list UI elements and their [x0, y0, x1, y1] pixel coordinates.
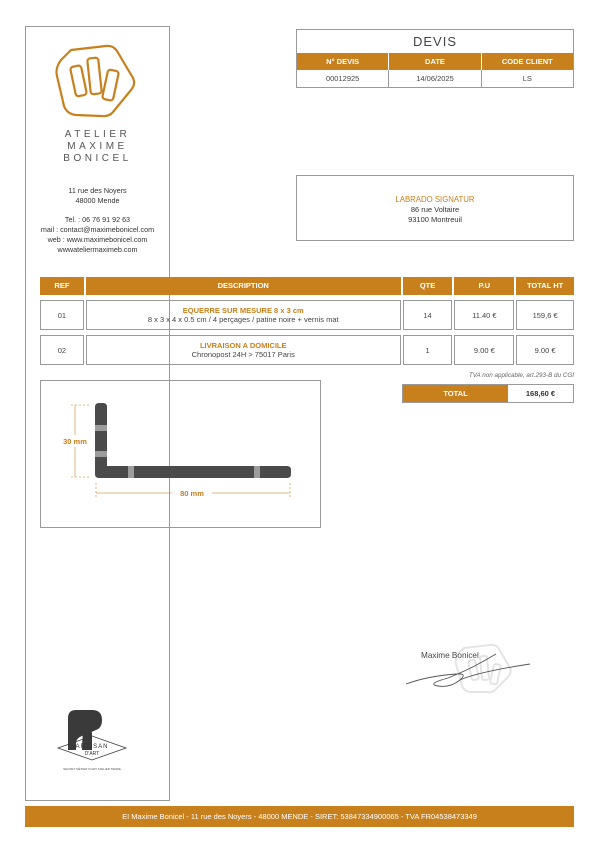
total-value: 168,60 € — [525, 389, 556, 398]
total-row — [402, 384, 574, 403]
row-title: LIVRAISON A DOMICILE — [199, 341, 287, 350]
devis-header-table — [296, 29, 574, 88]
client-address-box — [296, 175, 574, 241]
artisan-dart-seal-icon — [52, 706, 142, 774]
hole-mark — [95, 451, 107, 457]
row-detail: 8 x 3 x 4 x 0.5 cm / 4 perçages / patine noire + vernis mat — [147, 315, 339, 324]
artisan-line-2: D'ART — [84, 751, 100, 757]
row-qte: 14 — [403, 300, 453, 330]
devis-col-date: DATE — [388, 53, 480, 70]
hole-mark — [95, 425, 107, 431]
devis-number: 00012925 — [325, 74, 360, 83]
sidebar-address-city: 48000 Mende — [75, 196, 120, 205]
brand-line-2: MAXIME — [67, 141, 128, 152]
devis-client-code: LS — [481, 70, 573, 88]
client-name: LABRADO SIGNATUR — [395, 195, 475, 204]
row-description — [86, 335, 401, 365]
sidebar-address-street: 11 rue des Noyers — [68, 186, 127, 195]
row-total: 9.00 € — [516, 335, 574, 365]
header-qte: QTE — [403, 277, 453, 295]
client-city: 93100 Montreuil — [408, 215, 462, 224]
width-label: 80 mm — [180, 489, 204, 498]
artisan-line-1: ARTISAN — [75, 744, 109, 750]
row-pu: 11.40 € — [454, 300, 514, 330]
tva-note: TVA non applicable, art.293-B du CGI — [468, 372, 574, 379]
signature-stamp-icon — [398, 636, 538, 694]
table-row — [40, 335, 574, 365]
bracket-diagram — [41, 381, 322, 529]
bracket-shape — [95, 403, 291, 478]
devis-date: 14/06/2025 — [388, 70, 480, 88]
hole-mark — [254, 466, 260, 478]
header-ref: REF — [40, 277, 84, 295]
row-ref: 02 — [40, 335, 84, 365]
header-pu: P.U — [454, 277, 514, 295]
brand-line-1: ATELIER — [64, 129, 131, 140]
row-description — [86, 300, 401, 330]
header-total: TOTAL HT — [516, 277, 574, 295]
devis-column-headers — [297, 53, 573, 70]
row-detail: Chronopost 24H > 75017 Paris — [191, 350, 295, 359]
sidebar-web-alt: wwwatelier​maximeb.com — [57, 245, 138, 254]
row-ref: 01 — [40, 300, 84, 330]
height-label: 30 mm — [63, 437, 87, 446]
row-title: EQUERRE SUR MESURE 8 x 3 cm — [182, 306, 304, 315]
devis-col-number: N° DEVIS — [326, 57, 360, 66]
items-table-header — [40, 277, 574, 295]
client-street: 86 rue Voltaire — [410, 205, 460, 214]
row-qte: 1 — [403, 335, 453, 365]
table-row — [40, 300, 574, 330]
row-total: 159,6 € — [516, 300, 574, 330]
total-label: TOTAL — [403, 385, 508, 402]
bracket-diagram-box — [40, 380, 321, 528]
artisan-tagline: SECRET MÉTIER D'ART ATELIER TERRE — [63, 767, 121, 771]
devis-values — [297, 70, 573, 88]
row-pu: 9.00 € — [454, 335, 514, 365]
sidebar-tel: Tel. : 06 76 91 92 63 — [64, 215, 131, 224]
brand-line-3: BONICEL — [63, 153, 132, 164]
header-description: DESCRIPTION — [86, 277, 401, 295]
footer-bar: EI Maxime Bonicel - 11 rue des Noyers - 48000 MENDE - SIRET: 53847334900065 - TVA FR04538473349 — [25, 806, 574, 827]
signature-name: Maxime Bonicel — [421, 651, 479, 660]
devis-col-client: CODE CLIENT — [481, 53, 573, 70]
atelier-logo-icon — [51, 40, 141, 120]
hole-mark — [128, 466, 134, 478]
sidebar-web: web : www.maximebonicel.com — [47, 235, 148, 244]
sidebar-mail: mail : contact@maximebonicel.com — [40, 225, 155, 234]
devis-title: DEVIS — [412, 34, 457, 49]
